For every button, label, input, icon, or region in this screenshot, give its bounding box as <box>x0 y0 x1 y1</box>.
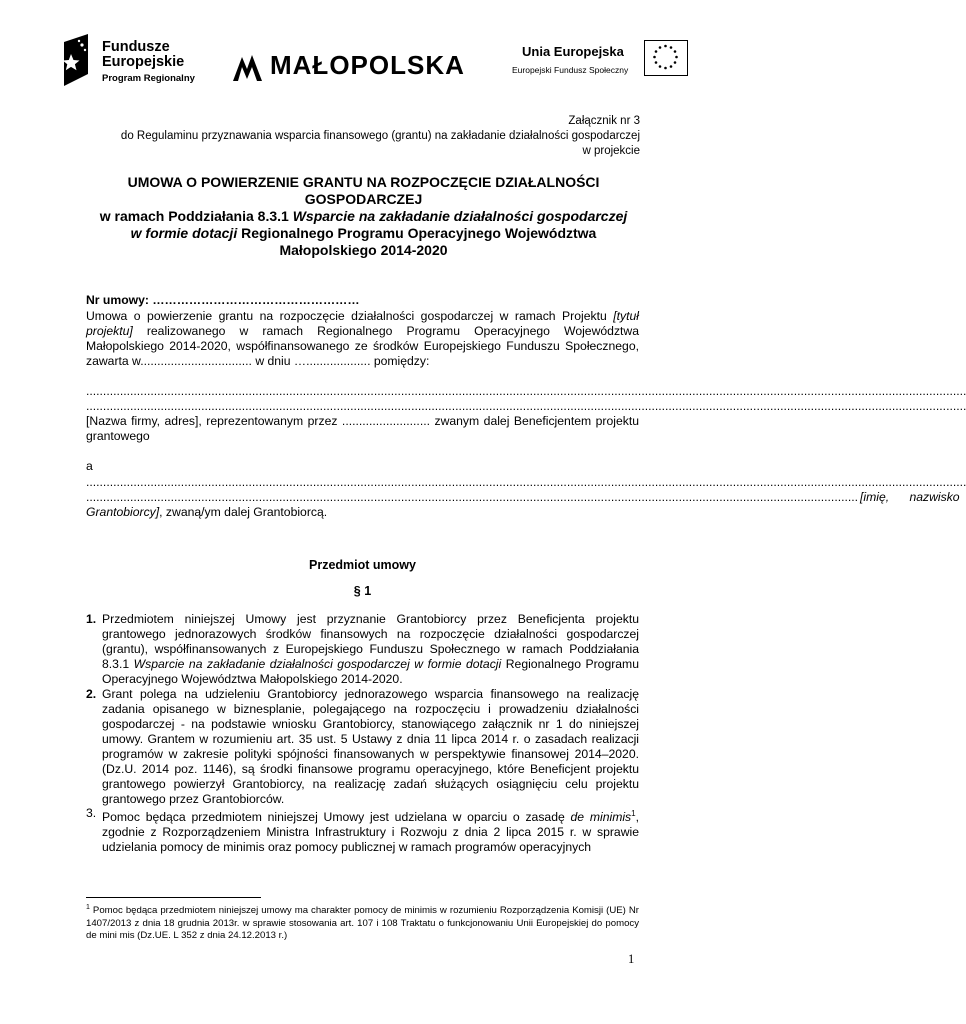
list-item: Grant polega na udzieleniu Grantobiorcy jednorazowego wsparcia finansowego na realizację zadania opisanego w biznesplanie, polegającego na rozpoczęciu i prowadzeniu działalności gospodarczej - na podstawie wniosku Grantobiorcy, stanowiącego załącznik nr 1 do niniejszej umowy. Grantem w rozumieniu art. 35 ust. 5 Ustawy z dnia 11 lipca 2014 r. o zasadach realizacji programów w zakresie polityki spójności finansowanych w perspektywie finansowej 2014–2020. (Dz.U. 2014 poz. 1146), są środki finansowe programu operacyjnego, które Beneficjent projektu grantowego powierzył Grantobiorcy, na realizację zadań służących osiągnięciu celu projektu grantowego przez Grantobiorców. <box>102 687 639 806</box>
paragraph-symbol: § 1 <box>353 584 372 598</box>
ue-logo-title: Unia Europejska <box>522 44 624 59</box>
and-conjunction: a <box>86 459 93 473</box>
fe-logo-subtitle: Program Regionalny <box>102 73 195 84</box>
annex-project: w projekcie <box>582 145 640 157</box>
malopolska-wordmark: MAŁOPOLSKA <box>270 50 465 80</box>
annex-regulation: do Regulaminu przyznawania wsparcia finansowego (grantu) na zakładanie działalności gospodarczej <box>120 130 640 142</box>
eu-flag-icon <box>644 40 688 76</box>
malopolska-logo <box>232 50 477 86</box>
section-heading: Przedmiot umowy <box>309 558 416 572</box>
contract-intro: Umowa o powierzenie grantu na rozpoczęcie działalności gospodarczej w ramach Projektu [tytuł projektu] realizowanego w ramach Regionalnego Programu Operacyjnego Województwa Małopolskiego 2014-2020, współfinansowanego ze środków Europejskiego Funduszu Społecznego, zawarta w................................. w dniu …................... pomiędzy: <box>86 309 639 368</box>
annex-number: Załącznik nr 3 <box>568 115 640 127</box>
malopolska-mountain-icon <box>232 53 266 83</box>
contract-number: Nr umowy: …………………………………………… <box>86 293 360 307</box>
unia-europejska-logo <box>512 44 687 84</box>
item-number: 3. <box>86 806 97 820</box>
dotted-line: .................................................................................................................................................................................................................................................................... <box>86 384 966 398</box>
eu-funds-star-icon <box>62 34 96 86</box>
fe-logo-text: Fundusze Europejskie <box>102 39 185 70</box>
list-item: Przedmiotem niniejszej Umowy jest przyznanie Grantobiorcy przez Beneficjenta projektu grantowego jednorazowych środków finansowych na rozpoczęcie działalności gospodarczej (grantu), współfinansowanych z Europejskiego Funduszu Społecznego w ramach Poddziałania 8.3.1 Wsparcie na zakładanie działalności gospodarczej w formie dotacji Regionalnego Programu Operacyjnego Województwa Małopolskiego 2014-2020. <box>102 612 639 686</box>
fundusze-europejskie-logo <box>62 34 212 88</box>
party-one-description: [Nazwa firmy, adres], reprezentowanym przez .......................... zwanym dalej Beneficjentem projektu grantowego <box>86 414 639 443</box>
ue-logo-subtitle: Europejski Fundusz Społeczny <box>512 65 629 75</box>
annex-reference <box>80 114 640 159</box>
page-number: 1 <box>628 952 635 966</box>
party-two-description: .................................................................................................................................................................................................................................... [imię, nazwisko Grantobiorcy], zwaną/ym dalej Grantobiorcą. <box>86 490 960 519</box>
document-title: UMOWA O POWIERZENIE GRANTU NA ROZPOCZĘCIE DZIAŁALNOŚCI GOSPODARCZEJ w ramach Poddziałania 8.3.1 Wsparcie na zakładanie działalności gospodarczej w formie dotacji Regionalnego Programu Operacyjnego Województwa Małopolskiego 2014-2020 <box>99 174 628 258</box>
item-number: 1. <box>86 612 97 626</box>
item-number: 2. <box>86 687 97 701</box>
dotted-line: .................................................................................................................................................................................................................................................................... <box>86 475 966 489</box>
dotted-line: .................................................................................................................................................................................................................................................................... <box>86 399 966 413</box>
list-item: Pomoc będąca przedmiotem niniejszej Umowy jest udzielana w oparciu o zasadę de minimis$^1$, zgodnie z Rozporządzeniem Ministra Infrastruktury i Rozwoju z dnia 2 lipca 2015 r. w sprawie udzielania pomocy de minimis oraz pomocy publicznej w ramach programów operacyjnych <box>102 809 639 855</box>
footnote: $^1$ Pomoc będąca przedmiotem niniejszej umowy ma charakter pomocy de minimis w rozumieniu Rozporządzenia Komisji (UE) Nr 1407/2013 z dnia 18 grudnia 2013r. w sprawie stosowania art. 107 i 108 Traktatu o funkcjonowaniu Unii Europejskiej do pomocy de mini mis (Dz.UE. L 352 z dnia 24.12.2013 r.) <box>86 904 639 942</box>
footnote-separator <box>86 897 261 898</box>
